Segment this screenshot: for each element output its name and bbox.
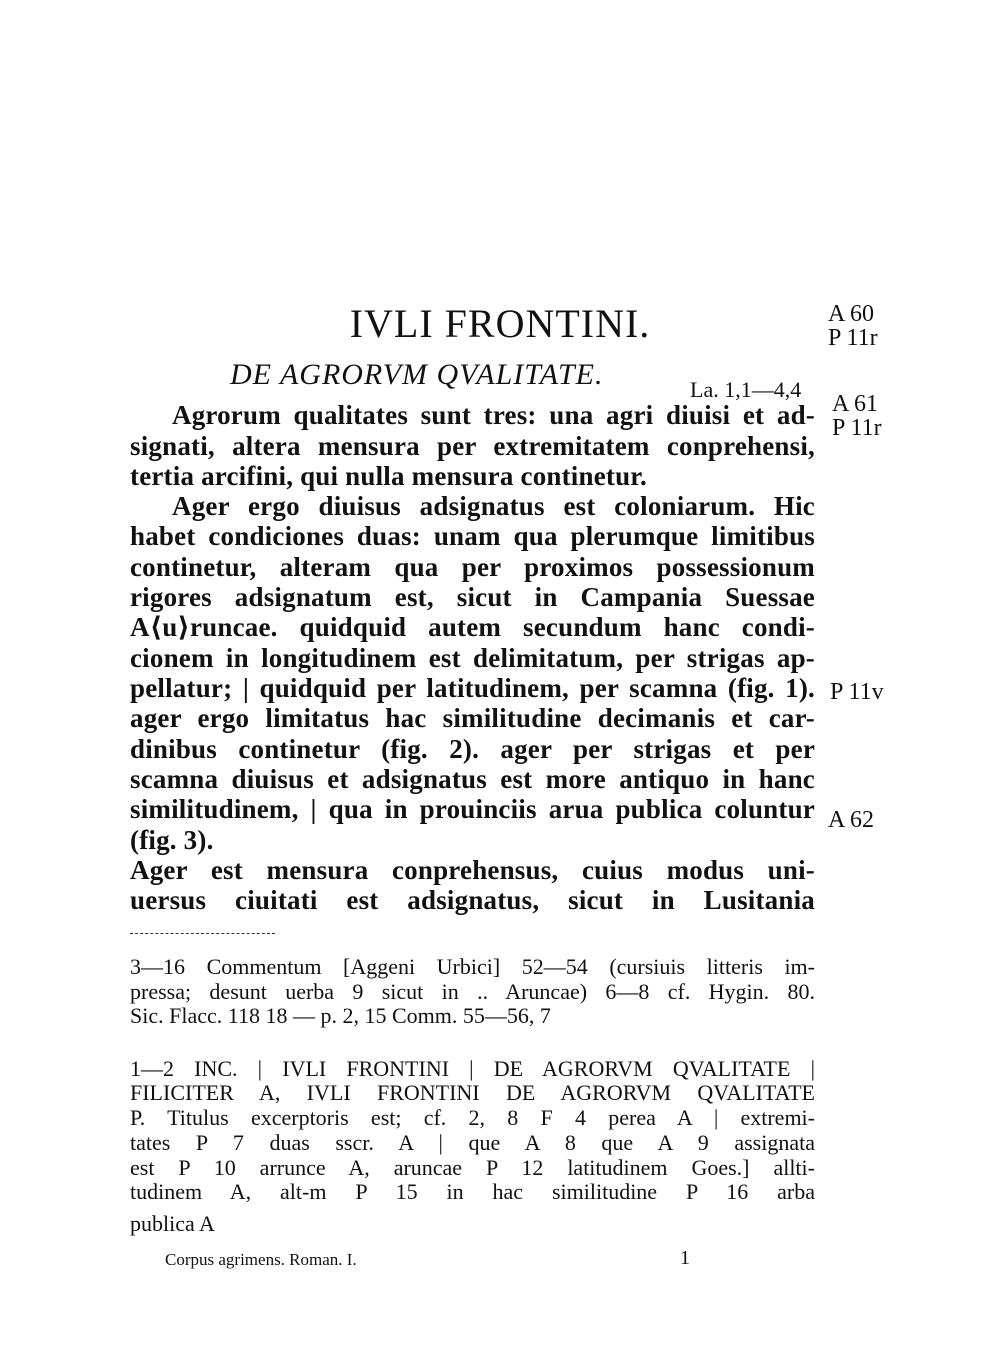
footnote-line: Sic. Flacc. 118 18 — p. 2, 15 Comm. 55—56, 7 (130, 1003, 551, 1028)
section-subtitle: DE AGRORVM QVALITATE. (230, 358, 604, 391)
apparatus-line: tudinem A, alt-m P 15 in hac similitudine P 16 arba (130, 1179, 815, 1204)
apparatus-line: 1—2 INC. | IVLI FRONTINI | DE AGRORVM QVALITATE | (130, 1056, 815, 1081)
text-line: (fig. 3). (130, 825, 214, 855)
margin-note-p11r: P 11r (828, 325, 878, 351)
text-line: Ager est mensura conprehensus, cuius modus uni- (130, 855, 815, 885)
apparatus-line: est P 10 arrunce A, aruncae P 12 latitudinem Goes.] allti- (130, 1155, 815, 1180)
text-line: dinibus continetur (fig. 2). ager per strigas et per (130, 734, 815, 764)
margin-note-p11r-2: P 11r (832, 415, 882, 441)
text-line: scamna diuisus et adsignatus est more antiquo in hanc (130, 764, 815, 794)
margin-note-a62: A 62 (828, 807, 875, 833)
text-line: continetur, alteram qua per proximos possessionum (130, 552, 815, 582)
apparatus-line: FILICITER A, IVLI FRONTINI DE AGRORVM QVALITATE (130, 1080, 815, 1105)
margin-note-p11v: P 11v (830, 679, 884, 705)
text-line: habet condiciones duas: unam qua plerumque limitibus (130, 521, 815, 551)
signature-mark: Corpus agrimens. Roman. I. (165, 1250, 357, 1269)
text-line: tertia arcifini, qui nulla mensura continetur. (130, 461, 647, 491)
text-line: Ager ergo diuisus adsignatus est coloniarum. Hic (172, 491, 815, 521)
text-line: cionem in longitudinem est delimitatum, per strigas ap- (130, 643, 815, 673)
page-title: IVLI FRONTINI. (349, 301, 651, 346)
footnote-line: 3—16 Commentum [Aggeni Urbici] 52—54 (cursiuis litteris im- (130, 954, 815, 979)
text-line: uersus ciuitati est adsignatus, sicut in Lusitania (130, 885, 815, 915)
footnote-line: pressa; desunt uerba 9 sicut in .. Aruncae) 6—8 cf. Hygin. 80. (130, 979, 815, 1004)
lachmann-reference: La. 1,1—4,4 (690, 377, 802, 402)
apparatus-line: P. Titulus excerptoris est; cf. 2, 8 F 4 perea A | extremi- (130, 1105, 815, 1130)
text-line: similitudinem, | qua in prouinciis arua publica coluntur (130, 794, 815, 824)
page-number: 1 (680, 1247, 690, 1269)
text-line: ager ergo limitatus hac similitudine decimanis et car- (130, 703, 815, 733)
text-line: pellatur; | quidquid per latitudinem, per scamna (fig. 1). (130, 673, 815, 703)
text-line: A⟨u⟩runcae. quidquid autem secundum hanc condi- (130, 612, 815, 642)
text-line: rigores adsignatum est, sicut in Campania Suessae (130, 582, 815, 612)
footnote-divider (130, 933, 275, 934)
apparatus-line: publica A (130, 1211, 215, 1236)
text-line: Agrorum qualitates sunt tres: una agri diuisi et ad- (172, 400, 815, 430)
text-line: signati, altera mensura per extremitatem conprehensi, (130, 431, 815, 461)
margin-note-a61: A 61 (832, 391, 879, 417)
apparatus-line: tates P 7 duas sscr. A | que A 8 que A 9 assignata (130, 1130, 815, 1155)
margin-note-a60: A 60 (828, 301, 875, 327)
